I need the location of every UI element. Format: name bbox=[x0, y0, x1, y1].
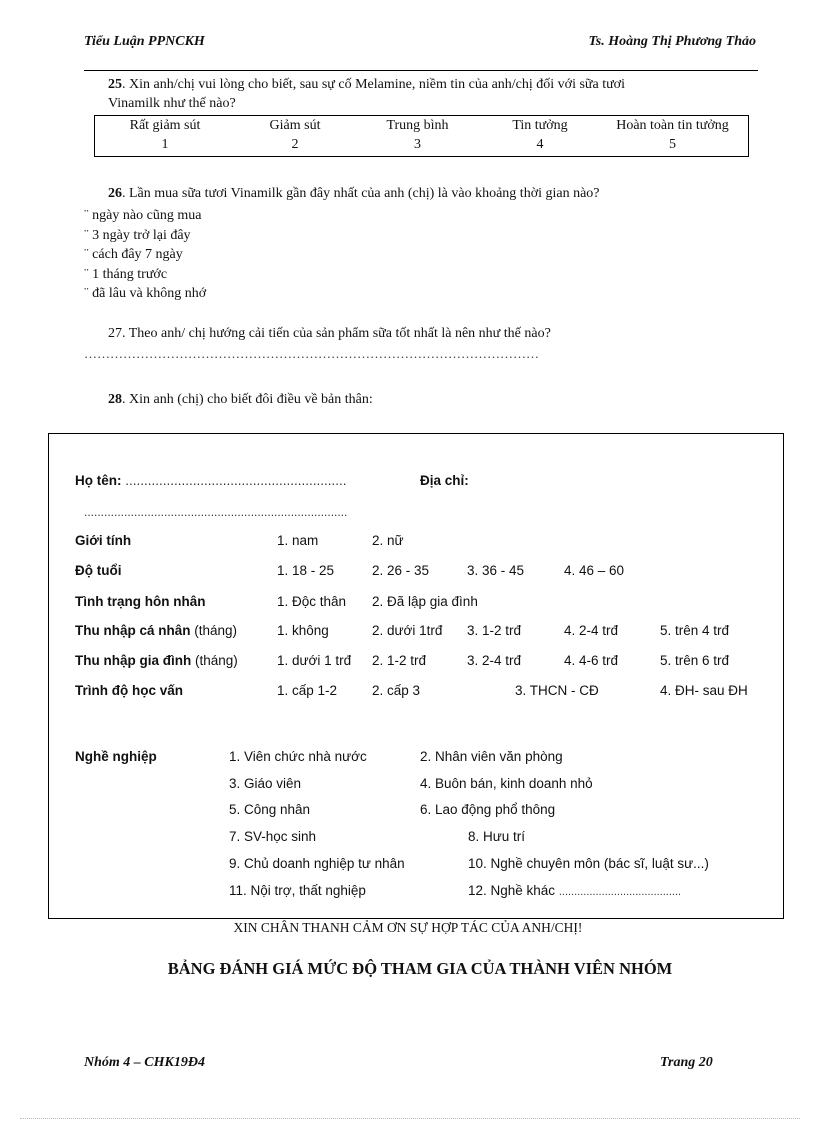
age-option[interactable]: 2. 26 - 35 bbox=[372, 563, 430, 578]
address-field[interactable]: ............................................................................... bbox=[84, 505, 348, 519]
scale-label: Tin tưởng bbox=[512, 118, 568, 133]
education-label: Trình độ học vấn bbox=[75, 683, 184, 698]
family-income-option[interactable]: 1. dưới 1 trđ bbox=[277, 653, 352, 668]
personal-income-option[interactable]: 4. 2-4 trđ bbox=[564, 623, 619, 638]
q25-line1 bbox=[108, 77, 758, 93]
education-option[interactable]: 2. cấp 3 bbox=[372, 683, 421, 698]
q27-question: 27. Theo anh/ chị hướng cải tiến của sản phẩm sữa tốt nhất là nên như thế nào? bbox=[108, 326, 551, 341]
header-divider bbox=[84, 70, 758, 71]
occupation-option[interactable]: 6. Lao động phổ thông bbox=[420, 802, 556, 817]
occupation-option[interactable]: 1. Viên chức nhà nước bbox=[229, 749, 367, 764]
age-option[interactable]: 4. 46 – 60 bbox=[564, 563, 625, 578]
marital-option[interactable]: 2. Đã lập gia đình bbox=[372, 594, 478, 609]
age-option[interactable]: 1. 18 - 25 bbox=[277, 563, 335, 578]
occupation-option[interactable]: 9. Chủ doanh nghiệp tư nhân bbox=[229, 856, 405, 871]
q26-option[interactable]: ¨ đã lâu và không nhớ bbox=[84, 286, 207, 302]
footer-left: Nhóm 4 – CHK19Đ4 bbox=[84, 1055, 205, 1070]
age-label: Độ tuổi bbox=[75, 563, 122, 578]
scale-label: Trung bình bbox=[386, 118, 449, 133]
occupation-option[interactable]: 3. Giáo viên bbox=[229, 776, 302, 791]
family-income-option[interactable]: 2. 1-2 trđ bbox=[372, 653, 427, 668]
address-label: Địa chỉ: bbox=[420, 473, 469, 488]
education-option[interactable]: 3. THCN - CĐ bbox=[515, 683, 599, 698]
scale-label: Giảm sút bbox=[269, 118, 321, 133]
occupation-option-other[interactable]: 12. Nghề khác ........................................ bbox=[468, 883, 682, 898]
checkbox-icon[interactable]: ¨ bbox=[84, 247, 89, 263]
checkbox-icon[interactable]: ¨ bbox=[84, 286, 89, 302]
name-dots: ........................................................... bbox=[125, 473, 347, 488]
occupation-option[interactable]: 10. Nghề chuyên môn (bác sĩ, luật sư...) bbox=[468, 856, 709, 871]
occupation-option[interactable]: 4. Buôn bán, kinh doanh nhỏ bbox=[420, 776, 593, 791]
header-right: Ts. Hoàng Thị Phương Thảo bbox=[588, 34, 756, 49]
q26-option[interactable]: ¨ 1 tháng trước bbox=[84, 266, 168, 282]
education-option[interactable]: 4. ĐH- sau ĐH bbox=[660, 683, 748, 698]
scale-value: 4 bbox=[536, 137, 544, 152]
q26-number: 26 bbox=[108, 186, 122, 201]
thanks-text: XIN CHÂN THANH CẢM ƠN SỰ HỢP TÁC CỦA ANH/CHỊ! bbox=[233, 920, 583, 935]
q25-text: . Xin anh/chị vui lòng cho biết, sau sự cố Melamine, niềm tin của anh/chị đối với sữa tươi bbox=[122, 77, 625, 92]
q26-option[interactable]: ¨ 3 ngày trở lại đây bbox=[84, 227, 191, 243]
gender-option[interactable]: 1. nam bbox=[277, 533, 319, 548]
personal-income-option[interactable]: 2. dưới 1trđ bbox=[372, 623, 443, 638]
section-title: BẢNG ĐÁNH GIÁ MỨC ĐỘ THAM GIA CỦA THÀNH VIÊN NHÓM bbox=[167, 959, 673, 978]
name-field[interactable] bbox=[75, 473, 347, 488]
personal-income-option[interactable]: 3. 1-2 trđ bbox=[467, 623, 522, 638]
page-edge bbox=[20, 1118, 800, 1119]
q26-options bbox=[84, 206, 206, 304]
q28-text: . Xin anh (chị) cho biết đôi điều về bản thân: bbox=[122, 392, 373, 407]
other-dots: ........................................ bbox=[558, 886, 682, 898]
education-option[interactable]: 1. cấp 1-2 bbox=[277, 683, 338, 698]
checkbox-icon[interactable]: ¨ bbox=[84, 227, 89, 243]
q26-text: . Lần mua sữa tươi Vinamilk gần đây nhất của anh (chị) là vào khoảng thời gian nào? bbox=[122, 186, 600, 201]
personal-income-option[interactable]: 1. không bbox=[277, 623, 329, 638]
occupation-label: Nghề nghiệp bbox=[75, 749, 157, 764]
marital-label: Tình trạng hôn nhân bbox=[75, 594, 206, 609]
q26-option[interactable]: ¨ ngày nào cũng mua bbox=[84, 208, 202, 223]
q25-scale-table bbox=[94, 115, 749, 157]
q25-line2: Vinamilk như thế nào? bbox=[108, 96, 236, 111]
checkbox-icon[interactable]: ¨ bbox=[84, 266, 89, 282]
gender-option[interactable]: 2. nữ bbox=[372, 533, 404, 548]
scale-value: 3 bbox=[414, 137, 421, 152]
q26-option[interactable]: ¨ cách đây 7 ngày bbox=[84, 247, 183, 263]
footer-right: Trang 20 bbox=[660, 1055, 713, 1070]
marital-option[interactable]: 1. Độc thân bbox=[277, 594, 347, 609]
personal-income-label: Thu nhập cá nhân (tháng) bbox=[75, 623, 238, 638]
personal-income-option[interactable]: 5. trên 4 trđ bbox=[660, 623, 730, 638]
q27-answer-line[interactable]: …………………………………………………………………………………………… bbox=[84, 346, 539, 361]
scale-label: Hoàn toàn tin tưởng bbox=[616, 118, 729, 133]
gender-label: Giới tính bbox=[75, 533, 132, 548]
scale-label: Rất giảm sút bbox=[129, 118, 201, 133]
q28-number: 28 bbox=[108, 392, 122, 407]
family-income-option[interactable]: 4. 4-6 trđ bbox=[564, 653, 619, 668]
occupation-option[interactable]: 8. Hưu trí bbox=[468, 829, 526, 844]
scale-value: 1 bbox=[161, 137, 169, 152]
family-income-option[interactable]: 5. trên 6 trđ bbox=[660, 653, 730, 668]
q25-number: 25 bbox=[108, 77, 122, 92]
occupation-option[interactable]: 11. Nội trợ, thất nghiệp bbox=[229, 883, 366, 898]
scale-value: 5 bbox=[669, 137, 676, 152]
family-income-label: Thu nhập gia đình (tháng) bbox=[75, 653, 238, 668]
occupation-option[interactable]: 2. Nhân viên văn phòng bbox=[420, 749, 563, 764]
age-option[interactable]: 3. 36 - 45 bbox=[467, 563, 525, 578]
family-income-option[interactable]: 3. 2-4 trđ bbox=[467, 653, 522, 668]
q28-question bbox=[108, 392, 373, 408]
q26-question bbox=[108, 186, 600, 202]
header-left: Tiểu Luận PPNCKH bbox=[84, 34, 205, 49]
scale-value: 2 bbox=[291, 137, 299, 152]
occupation-option[interactable]: 7. SV-học sinh bbox=[229, 829, 317, 844]
occupation-option[interactable]: 5. Công nhân bbox=[229, 802, 311, 817]
checkbox-icon[interactable]: ¨ bbox=[84, 208, 89, 223]
name-label: Họ tên: bbox=[75, 473, 122, 488]
